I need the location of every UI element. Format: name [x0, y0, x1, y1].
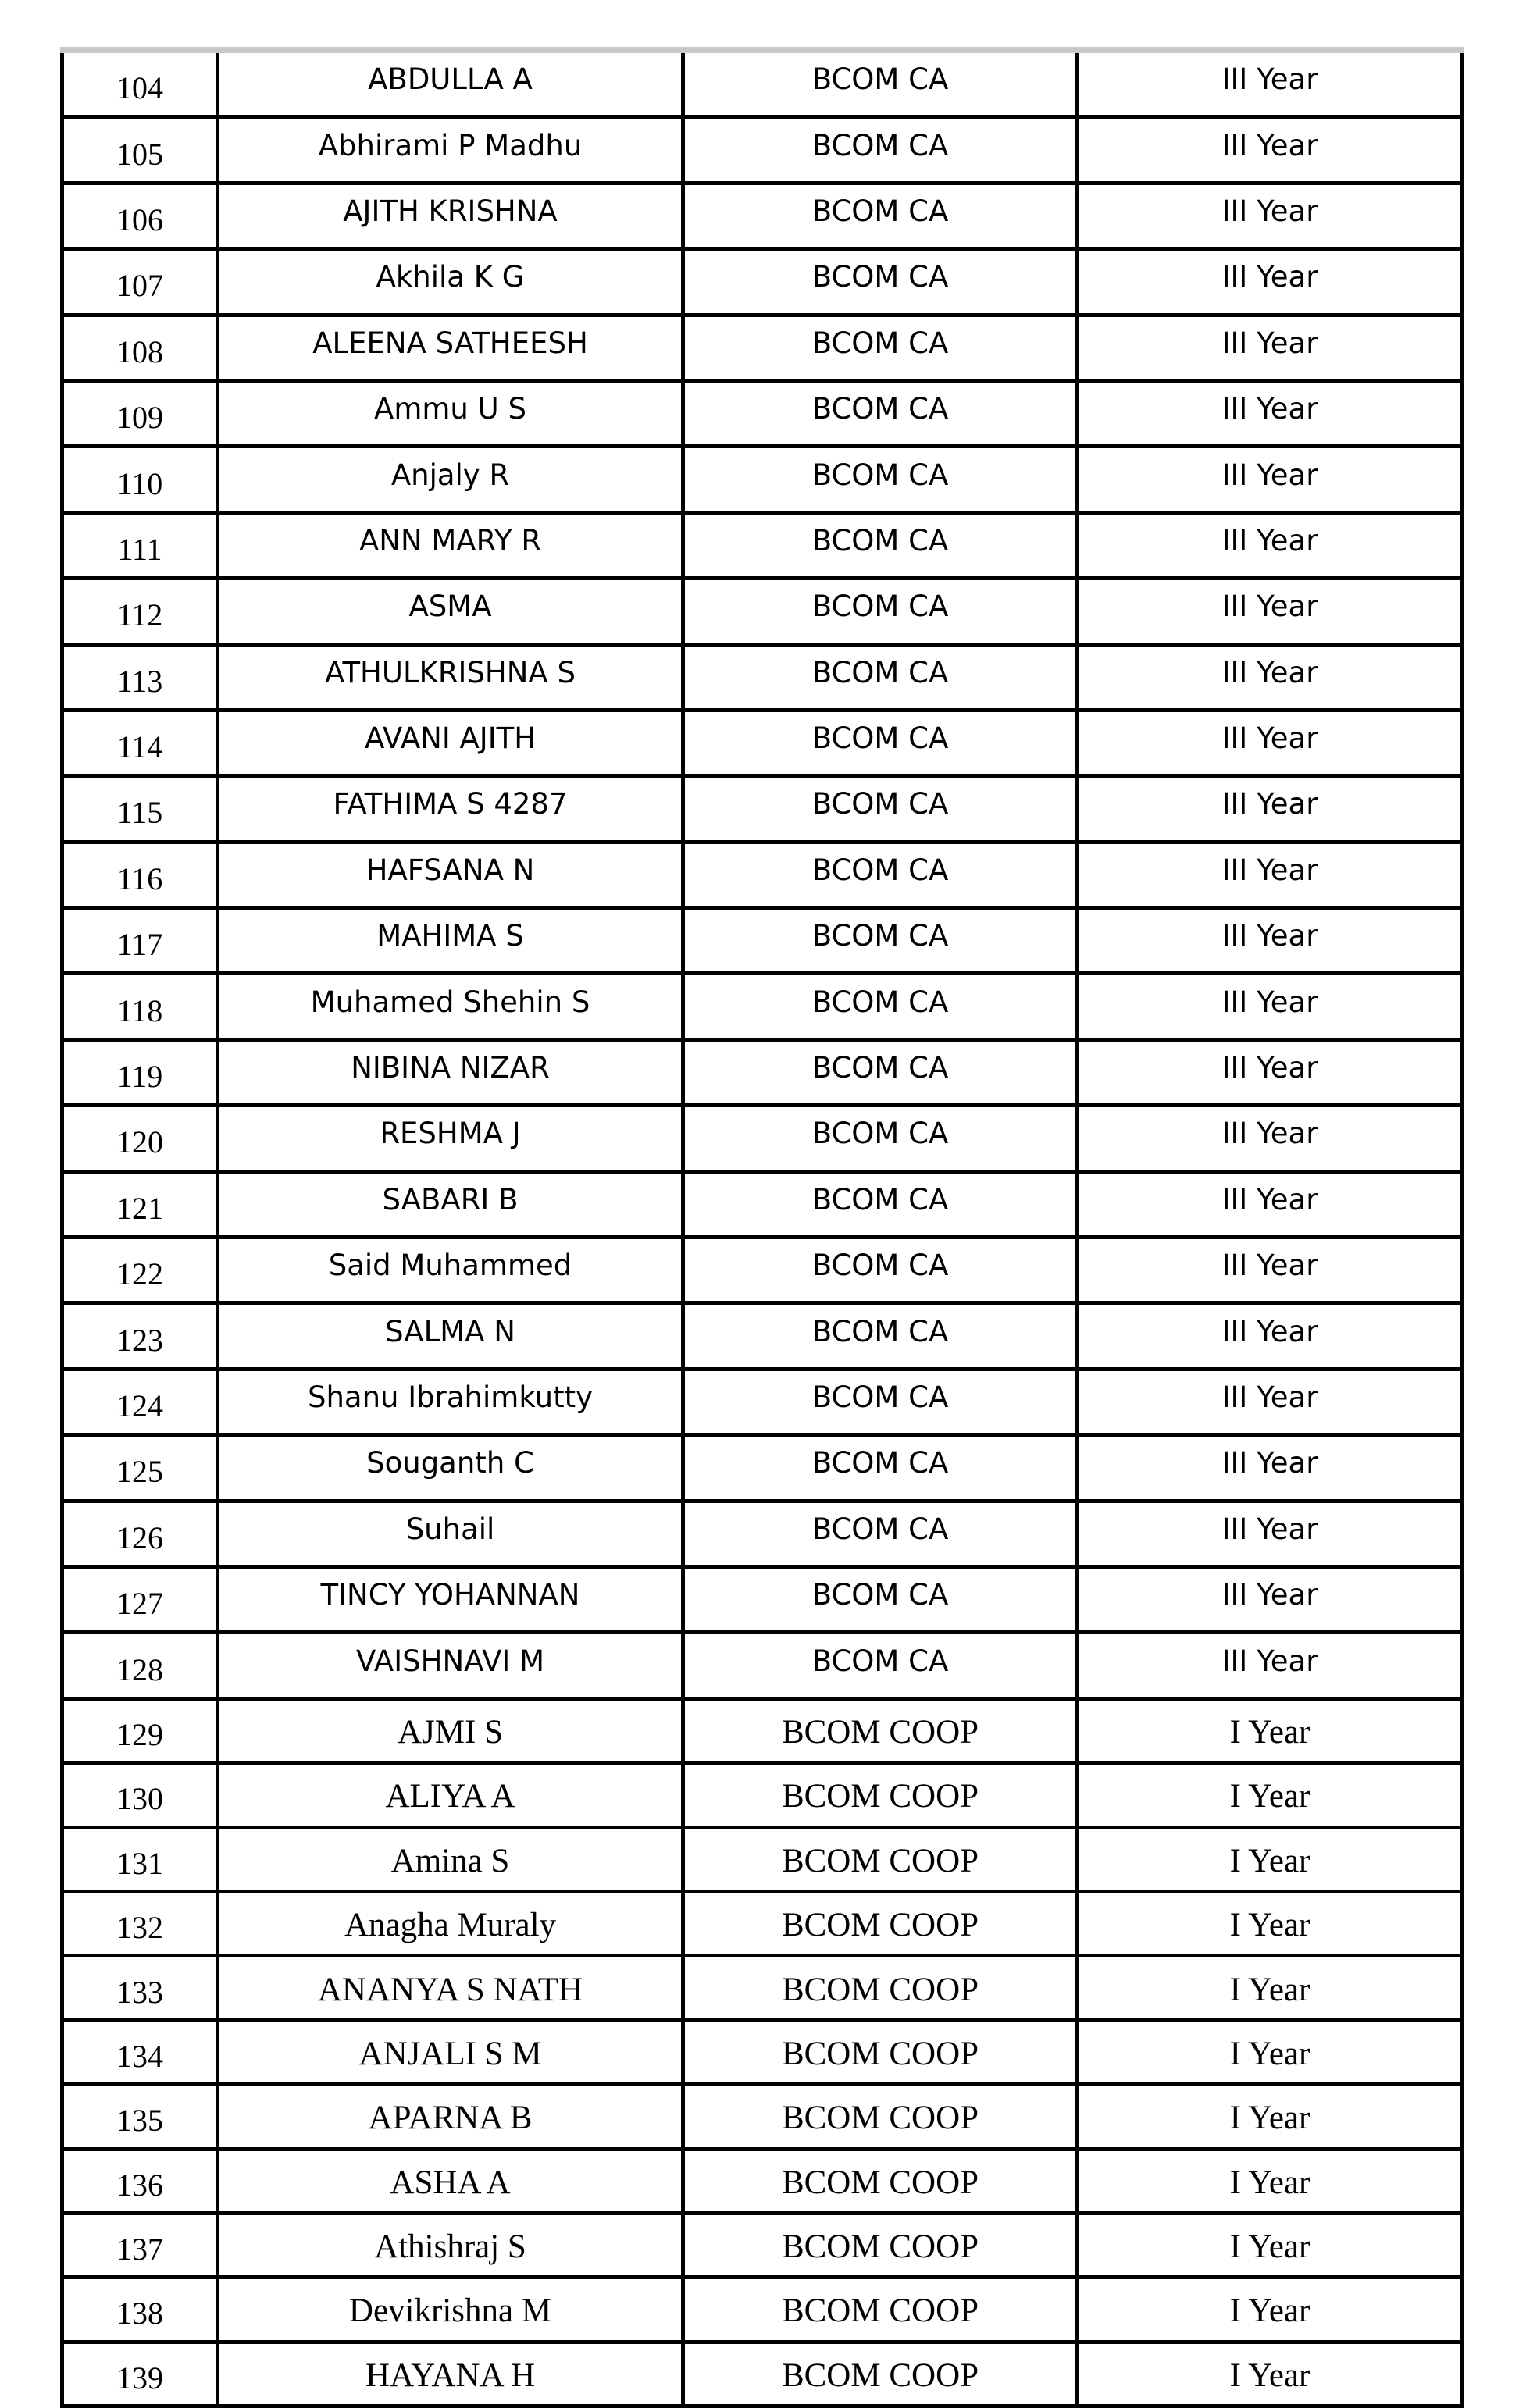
serial-number-cell: 138	[62, 2278, 218, 2342]
course-cell: BCOM COOP	[683, 2085, 1078, 2149]
serial-number-cell: 117	[62, 908, 218, 974]
student-name-cell: Ammu U S	[218, 380, 683, 446]
course-cell: BCOM COOP	[683, 2149, 1078, 2213]
course-cell: BCOM CA	[683, 117, 1078, 183]
table-row	[62, 1633, 1463, 1698]
table-row	[62, 2278, 1463, 2342]
year-cell: III Year	[1078, 380, 1463, 446]
year-cell: III Year	[1078, 1369, 1463, 1434]
table-row	[62, 1566, 1463, 1632]
student-name-cell: SALMA N	[218, 1303, 683, 1369]
year-cell: III Year	[1078, 710, 1463, 775]
table-row	[62, 842, 1463, 907]
student-name-cell: ANANYA S NATH	[218, 1956, 683, 2020]
year-cell: I Year	[1078, 1891, 1463, 1955]
course-cell: BCOM CA	[683, 447, 1078, 512]
serial-number-cell: 128	[62, 1633, 218, 1698]
student-name-cell: ANN MARY R	[218, 512, 683, 578]
student-name-cell: ALEENA SATHEESH	[218, 315, 683, 380]
course-cell: BCOM CA	[683, 183, 1078, 248]
serial-number-cell: 122	[62, 1238, 218, 1303]
serial-number-cell: 116	[62, 842, 218, 907]
student-name-cell: ABDULLA A	[218, 50, 683, 117]
course-cell: BCOM COOP	[683, 2213, 1078, 2277]
year-cell: I Year	[1078, 2020, 1463, 2084]
student-name-cell: SABARI B	[218, 1171, 683, 1237]
course-cell: BCOM CA	[683, 1039, 1078, 1105]
table-row	[62, 50, 1463, 117]
year-cell: III Year	[1078, 776, 1463, 842]
student-name-cell: Devikrishna M	[218, 2278, 683, 2342]
serial-number-cell: 114	[62, 710, 218, 775]
serial-number-cell: 110	[62, 447, 218, 512]
year-cell: III Year	[1078, 644, 1463, 710]
table-row	[62, 776, 1463, 842]
serial-number-cell: 111	[62, 512, 218, 578]
student-name-cell: HAFSANA N	[218, 842, 683, 907]
year-cell: I Year	[1078, 1956, 1463, 2020]
course-cell: BCOM COOP	[683, 2020, 1078, 2084]
student-name-cell: AJMI S	[218, 1698, 683, 1762]
year-cell: III Year	[1078, 974, 1463, 1039]
course-cell: BCOM COOP	[683, 1698, 1078, 1762]
course-cell: BCOM CA	[683, 315, 1078, 380]
table-row	[62, 1501, 1463, 1566]
serial-number-cell: 133	[62, 1956, 218, 2020]
table-row	[62, 380, 1463, 446]
student-name-cell: FATHIMA S 4287	[218, 776, 683, 842]
table-row	[62, 1891, 1463, 1955]
serial-number-cell: 126	[62, 1501, 218, 1566]
year-cell: I Year	[1078, 2213, 1463, 2277]
table-row	[62, 974, 1463, 1039]
year-cell: I Year	[1078, 2342, 1463, 2406]
table-row	[62, 1171, 1463, 1237]
year-cell: III Year	[1078, 315, 1463, 380]
serial-number-cell: 107	[62, 249, 218, 315]
table-row	[62, 315, 1463, 380]
year-cell: III Year	[1078, 447, 1463, 512]
year-cell: I Year	[1078, 2278, 1463, 2342]
year-cell: III Year	[1078, 842, 1463, 907]
year-cell: III Year	[1078, 579, 1463, 644]
table-row	[62, 1956, 1463, 2020]
course-cell: BCOM CA	[683, 710, 1078, 775]
year-cell: I Year	[1078, 1763, 1463, 1827]
table-row	[62, 1827, 1463, 1891]
serial-number-cell: 130	[62, 1763, 218, 1827]
year-cell: III Year	[1078, 1171, 1463, 1237]
student-name-cell: MAHIMA S	[218, 908, 683, 974]
year-cell: III Year	[1078, 512, 1463, 578]
student-name-cell: Said Muhammed	[218, 1238, 683, 1303]
student-name-cell: VAISHNAVI M	[218, 1633, 683, 1698]
course-cell: BCOM CA	[683, 1171, 1078, 1237]
table-row	[62, 2020, 1463, 2084]
course-cell: BCOM COOP	[683, 1827, 1078, 1891]
student-name-cell: APARNA B	[218, 2085, 683, 2149]
student-list-table	[60, 47, 1464, 2408]
course-cell: BCOM CA	[683, 1435, 1078, 1501]
year-cell: III Year	[1078, 908, 1463, 974]
student-name-cell: Shanu Ibrahimkutty	[218, 1369, 683, 1434]
serial-number-cell: 136	[62, 2149, 218, 2213]
course-cell: BCOM COOP	[683, 1891, 1078, 1955]
student-name-cell: NIBINA NIZAR	[218, 1039, 683, 1105]
table-row	[62, 117, 1463, 183]
table-row	[62, 579, 1463, 644]
course-cell: BCOM CA	[683, 1106, 1078, 1171]
student-name-cell: ATHULKRISHNA S	[218, 644, 683, 710]
serial-number-cell: 109	[62, 380, 218, 446]
year-cell: III Year	[1078, 249, 1463, 315]
student-name-cell: AJITH KRISHNA	[218, 183, 683, 248]
student-list-body	[62, 50, 1463, 2406]
serial-number-cell: 124	[62, 1369, 218, 1434]
serial-number-cell: 132	[62, 1891, 218, 1955]
course-cell: BCOM CA	[683, 380, 1078, 446]
student-name-cell: Muhamed Shehin S	[218, 974, 683, 1039]
table-row	[62, 1039, 1463, 1105]
year-cell: III Year	[1078, 1633, 1463, 1698]
course-cell: BCOM CA	[683, 1633, 1078, 1698]
year-cell: III Year	[1078, 1303, 1463, 1369]
course-cell: BCOM CA	[683, 1501, 1078, 1566]
year-cell: III Year	[1078, 183, 1463, 248]
student-name-cell: RESHMA J	[218, 1106, 683, 1171]
serial-number-cell: 131	[62, 1827, 218, 1891]
year-cell: III Year	[1078, 1566, 1463, 1632]
student-name-cell: ASHA A	[218, 2149, 683, 2213]
serial-number-cell: 119	[62, 1039, 218, 1105]
table-row	[62, 2149, 1463, 2213]
course-cell: BCOM COOP	[683, 2278, 1078, 2342]
table-row	[62, 1763, 1463, 1827]
table-row	[62, 2085, 1463, 2149]
table-row	[62, 2342, 1463, 2406]
table-row	[62, 1698, 1463, 1762]
student-name-cell: ASMA	[218, 579, 683, 644]
table-row	[62, 2213, 1463, 2277]
year-cell: III Year	[1078, 1501, 1463, 1566]
year-cell: III Year	[1078, 1238, 1463, 1303]
course-cell: BCOM CA	[683, 50, 1078, 117]
student-name-cell: TINCY YOHANNAN	[218, 1566, 683, 1632]
table-row	[62, 1106, 1463, 1171]
serial-number-cell: 112	[62, 579, 218, 644]
serial-number-cell: 125	[62, 1435, 218, 1501]
course-cell: BCOM CA	[683, 1238, 1078, 1303]
year-cell: III Year	[1078, 117, 1463, 183]
serial-number-cell: 134	[62, 2020, 218, 2084]
student-name-cell: ANJALI S M	[218, 2020, 683, 2084]
year-cell: I Year	[1078, 2149, 1463, 2213]
year-cell: III Year	[1078, 1106, 1463, 1171]
serial-number-cell: 135	[62, 2085, 218, 2149]
course-cell: BCOM CA	[683, 1303, 1078, 1369]
table-row	[62, 1369, 1463, 1434]
course-cell: BCOM CA	[683, 776, 1078, 842]
serial-number-cell: 113	[62, 644, 218, 710]
table-row	[62, 1238, 1463, 1303]
serial-number-cell: 106	[62, 183, 218, 248]
course-cell: BCOM CA	[683, 974, 1078, 1039]
table-row	[62, 512, 1463, 578]
table-row	[62, 249, 1463, 315]
student-name-cell: Akhila K G	[218, 249, 683, 315]
student-name-cell: HAYANA H	[218, 2342, 683, 2406]
course-cell: BCOM CA	[683, 579, 1078, 644]
serial-number-cell: 120	[62, 1106, 218, 1171]
course-cell: BCOM CA	[683, 249, 1078, 315]
table-row	[62, 183, 1463, 248]
serial-number-cell: 137	[62, 2213, 218, 2277]
serial-number-cell: 115	[62, 776, 218, 842]
year-cell: III Year	[1078, 1435, 1463, 1501]
serial-number-cell: 129	[62, 1698, 218, 1762]
table-row	[62, 1435, 1463, 1501]
table-row	[62, 1303, 1463, 1369]
year-cell: III Year	[1078, 1039, 1463, 1105]
serial-number-cell: 118	[62, 974, 218, 1039]
serial-number-cell: 139	[62, 2342, 218, 2406]
serial-number-cell: 123	[62, 1303, 218, 1369]
student-name-cell: Abhirami P Madhu	[218, 117, 683, 183]
course-cell: BCOM CA	[683, 512, 1078, 578]
table-row	[62, 710, 1463, 775]
student-name-cell: Athishraj S	[218, 2213, 683, 2277]
course-cell: BCOM CA	[683, 842, 1078, 907]
table-row	[62, 908, 1463, 974]
student-name-cell: Amina S	[218, 1827, 683, 1891]
course-cell: BCOM COOP	[683, 1763, 1078, 1827]
serial-number-cell: 105	[62, 117, 218, 183]
student-name-cell: Suhail	[218, 1501, 683, 1566]
table-row	[62, 644, 1463, 710]
serial-number-cell: 104	[62, 50, 218, 117]
student-name-cell: AVANI AJITH	[218, 710, 683, 775]
student-name-cell: ALIYA A	[218, 1763, 683, 1827]
course-cell: BCOM CA	[683, 908, 1078, 974]
serial-number-cell: 121	[62, 1171, 218, 1237]
course-cell: BCOM COOP	[683, 1956, 1078, 2020]
course-cell: BCOM CA	[683, 1369, 1078, 1434]
serial-number-cell: 127	[62, 1566, 218, 1632]
serial-number-cell: 108	[62, 315, 218, 380]
student-name-cell: Anagha Muraly	[218, 1891, 683, 1955]
year-cell: III Year	[1078, 50, 1463, 117]
year-cell: I Year	[1078, 1827, 1463, 1891]
student-name-cell: Souganth C	[218, 1435, 683, 1501]
course-cell: BCOM COOP	[683, 2342, 1078, 2406]
course-cell: BCOM CA	[683, 1566, 1078, 1632]
year-cell: I Year	[1078, 1698, 1463, 1762]
year-cell: I Year	[1078, 2085, 1463, 2149]
course-cell: BCOM CA	[683, 644, 1078, 710]
table-row	[62, 447, 1463, 512]
student-name-cell: Anjaly R	[218, 447, 683, 512]
